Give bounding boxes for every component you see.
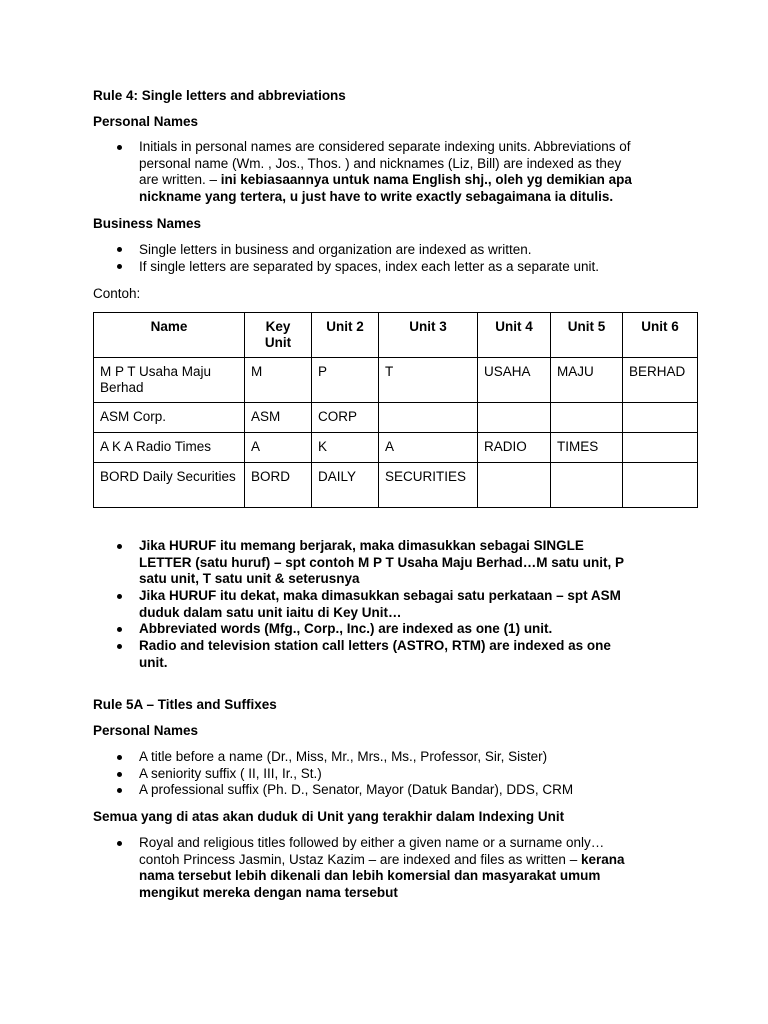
table-row bbox=[94, 403, 698, 433]
table-cell: MAJU bbox=[551, 358, 623, 403]
table-header-cell: Unit 3 bbox=[379, 313, 478, 358]
table-header-cell: Unit 2 bbox=[312, 313, 379, 358]
rule5a-personal-heading: Personal Names bbox=[93, 723, 199, 738]
table-cell: CORP bbox=[312, 403, 379, 433]
note-item bbox=[139, 588, 621, 621]
table-cell: RADIO bbox=[478, 433, 551, 463]
bold-text-segment: ini kebiasaannya untuk nama English shj., oleh yg demikian apa bbox=[220, 172, 632, 187]
rule5a-bullet: A title before a name (Dr., Miss, Mr., Mrs., Ms., Professor, Sir, Sister) bbox=[139, 749, 548, 764]
text-line: Jika HURUF itu memang berjarak, maka dimasukkan sebagai SINGLE bbox=[139, 538, 584, 553]
text-line: LETTER (satu huruf) – spt contoh M P T Usaha Maju Berhad…M satu unit, P bbox=[139, 554, 625, 570]
table-cell: SECURITIES bbox=[379, 463, 478, 508]
table-cell: BERHAD bbox=[623, 358, 698, 403]
bullet-icon bbox=[117, 755, 122, 760]
text-line: Jika HURUF itu dekat, maka dimasukkan sebagai satu perkataan – spt ASM bbox=[139, 588, 621, 603]
rule5a-title: Rule 5A – Titles and Suffixes bbox=[93, 697, 277, 712]
table-cell: A bbox=[245, 433, 312, 463]
table-cell bbox=[623, 433, 698, 463]
text-line: duduk dalam satu unit iaitu di Key Unit… bbox=[139, 604, 402, 620]
text-line bbox=[139, 852, 625, 869]
text-line: Initials in personal names are considered separate indexing units. Abbreviations of bbox=[139, 139, 631, 154]
table-cell: P bbox=[312, 358, 379, 403]
table-row bbox=[94, 358, 698, 403]
rule4-personal-heading: Personal Names bbox=[93, 114, 199, 129]
table-header-cell: Unit 5 bbox=[551, 313, 623, 358]
table-header-cell: Key Unit bbox=[245, 313, 312, 358]
bullet-icon bbox=[117, 264, 122, 269]
table-header-cell: Unit 4 bbox=[478, 313, 551, 358]
rule5a-bullet: A professional suffix (Ph. D., Senator, Mayor (Datuk Bandar), DDS, CRM bbox=[139, 782, 574, 797]
note-item bbox=[139, 621, 552, 638]
table-cell bbox=[478, 403, 551, 433]
table-cell: M P T Usaha Maju Berhad bbox=[94, 358, 245, 403]
table-cell: TIMES bbox=[551, 433, 623, 463]
table-cell: A K A Radio Times bbox=[94, 433, 245, 463]
table-cell: M bbox=[245, 358, 312, 403]
table-cell: K bbox=[312, 433, 379, 463]
table-row bbox=[94, 463, 698, 508]
text-line: Royal and religious titles followed by either a given name or a surname only… bbox=[139, 835, 605, 850]
bullet-icon bbox=[117, 627, 122, 632]
bullet-icon bbox=[117, 594, 122, 599]
table-header-row bbox=[94, 313, 698, 358]
contoh-label: Contoh: bbox=[93, 286, 141, 301]
text-line: nickname yang tertera, u just have to write exactly sebagaimana ia ditulis. bbox=[139, 188, 614, 204]
text-line bbox=[139, 172, 632, 189]
table-cell bbox=[551, 463, 623, 508]
semua-note: Semua yang di atas akan duduk di Unit yang terakhir dalam Indexing Unit bbox=[93, 809, 565, 824]
indexing-table bbox=[93, 312, 698, 508]
rule4-personal-bullet bbox=[139, 139, 632, 205]
table-cell: USAHA bbox=[478, 358, 551, 403]
text-line: Radio and television station call letters (ASTRO, RTM) are indexed as one bbox=[139, 638, 611, 653]
table-cell: BORD bbox=[245, 463, 312, 508]
rule4-title: Rule 4: Single letters and abbreviations bbox=[93, 88, 346, 103]
text-line: nama tersebut lebih dikenali dan lebih komersial dan masyarakat umum bbox=[139, 868, 601, 883]
table-cell bbox=[623, 403, 698, 433]
royal-titles-bullet bbox=[139, 835, 625, 901]
bullet-icon bbox=[117, 145, 122, 150]
table-cell: A bbox=[379, 433, 478, 463]
bullet-icon bbox=[117, 788, 122, 793]
bullet-icon bbox=[117, 544, 122, 549]
table-header-cell: Name bbox=[94, 313, 245, 358]
business-bullet: If single letters are separated by spaces, index each letter as a separate unit. bbox=[139, 259, 600, 274]
table-row bbox=[94, 433, 698, 463]
text-line: mengikut mereka dengan nama tersebut bbox=[139, 884, 398, 900]
text-line: Abbreviated words (Mfg., Corp., Inc.) are indexed as one (1) unit. bbox=[139, 621, 553, 636]
bullet-icon bbox=[117, 841, 122, 846]
rule5a-bullet: A seniority suffix ( II, III, Ir., St.) bbox=[139, 766, 322, 781]
table-cell: BORD Daily Securities bbox=[94, 463, 245, 508]
bold-text-segment: kerana bbox=[580, 851, 625, 867]
table-cell bbox=[478, 463, 551, 508]
note-item bbox=[139, 638, 611, 671]
table-cell bbox=[379, 403, 478, 433]
text-segment: contoh Princess Jasmin, Ustaz Kazim – are indexed and files as written – bbox=[139, 851, 581, 867]
business-bullet: Single letters in business and organization are indexed as written. bbox=[139, 242, 532, 257]
text-line: personal name (Wm. , Jos., Thos. ) and nicknames (Liz, Bill) are indexed as they bbox=[139, 155, 622, 171]
bullet-icon bbox=[117, 247, 122, 252]
table-cell bbox=[551, 403, 623, 433]
table-header-cell: Unit 6 bbox=[623, 313, 698, 358]
table-cell: ASM bbox=[245, 403, 312, 433]
table-cell bbox=[623, 463, 698, 508]
note-item bbox=[139, 538, 624, 588]
rule4-business-heading: Business Names bbox=[93, 216, 202, 231]
text-line: satu unit, T satu unit & seterusnya bbox=[139, 571, 360, 586]
bullet-icon bbox=[117, 644, 122, 649]
text-line: unit. bbox=[139, 654, 168, 670]
bullet-icon bbox=[117, 772, 122, 777]
text-segment: are written. – bbox=[139, 172, 221, 187]
table-cell: T bbox=[379, 358, 478, 403]
table-cell: DAILY bbox=[312, 463, 379, 508]
table-cell: ASM Corp. bbox=[94, 403, 245, 433]
